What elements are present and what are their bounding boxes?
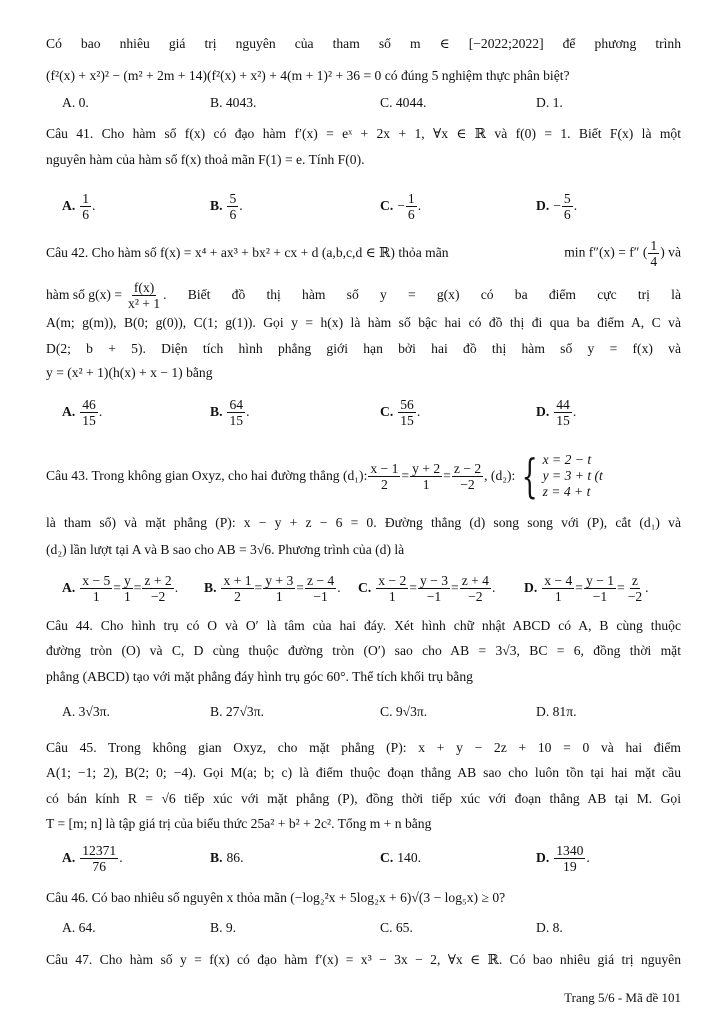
q44-text-line2: đường tròn (O) và C, D cùng thuộc đường tròn (O′) sao cho AB = 3√3, BC = 6, đồng thời mặt [46, 643, 681, 658]
fraction-denominator: 2 [380, 476, 388, 492]
fraction [368, 461, 400, 492]
fraction-numerator: y − 1 [585, 572, 615, 588]
fraction [452, 461, 483, 492]
system-line: x = 2 − t [542, 452, 592, 467]
left-brace-icon: { [521, 449, 538, 503]
fraction [554, 843, 585, 874]
q46-option-a[interactable]: A. 64. [62, 920, 96, 935]
fraction-denominator: 2 [234, 588, 241, 604]
option-label: D. [536, 850, 550, 865]
fraction-numerator: 1 [82, 190, 90, 206]
q44-text-line3: phẳng (ABCD) tạo với mặt phẳng đáy hình trụ góc 60°. Thể tích khối trụ bằng [46, 669, 473, 684]
q42-text-line4: D(2; b + 5). Diện tích hình phẳng giới hạn bởi hai đồ thị hàm số y = f(x) và [46, 341, 681, 356]
system-lines [543, 452, 603, 500]
fraction-numerator: 1 [650, 237, 658, 253]
q43-option-b[interactable]: B. $\frac{x + 1}{2}$ = $\frac{y + 3}{1}$ = $\frac{z - 4}{-1}$ . [204, 572, 341, 604]
q44-options [62, 692, 685, 732]
q44-option-c[interactable]: C. 9√3π. [380, 704, 428, 719]
fraction [418, 573, 450, 604]
q45-text-line1: Câu 45. Trong không gian Oxyz, cho mặt phẳng (P): x + y − 2z + 10 = 0 và hai điểm [46, 740, 681, 755]
fraction-numerator: x + 1 [223, 572, 252, 588]
option-value: 86. [226, 850, 244, 865]
fraction-numerator: 1 [407, 190, 415, 206]
q46-option-c[interactable]: C. 65. [380, 920, 413, 935]
q44-option-b[interactable]: B. 27√3π. [210, 704, 264, 719]
option-value: 140. [397, 850, 422, 865]
q41-option-d[interactable]: D. − $\frac{5}{6}$ . [536, 190, 578, 222]
system-line: y = 3 + t (t [542, 468, 603, 483]
q42-text-line2 [46, 275, 681, 315]
fraction [406, 191, 417, 222]
fraction-denominator: 6 [229, 206, 237, 222]
q45-option-a[interactable]: A. $\frac{12371}{76}$ . [62, 842, 123, 874]
fraction-numerator: x − 1 [370, 460, 399, 476]
q40-option-b[interactable]: B. 4043. [210, 95, 257, 110]
q43-text-line3: (d₂) lần lượt tại A và B sao cho AB = 3√6. Phương trình của (d) là [46, 542, 405, 557]
fraction-numerator: 12371 [82, 842, 117, 858]
option-label: B. [204, 580, 217, 595]
fraction-denominator: 1 [92, 588, 100, 604]
q42-line2-part-a: hàm số g(x) = [46, 287, 123, 302]
fraction [460, 573, 491, 604]
q46-options [62, 908, 685, 948]
q41-option-b[interactable]: B. $\frac{5}{6}$ . [210, 190, 243, 222]
q43-option-c[interactable]: C. $\frac{x - 2}{1}$ = $\frac{y - 3}{-1}$ = $\frac{z + 4}{-2}$ . [358, 572, 496, 604]
fraction-numerator: 56 [400, 396, 414, 412]
fraction-denominator: 1 [123, 588, 131, 604]
fraction-denominator: −2 [468, 588, 483, 604]
q44-text-line1: Câu 44. Cho hình trụ có O và O′ là tâm của hai đáy. Xét hình chữ nhật ABCD có A, B cùng thuộc [46, 618, 681, 633]
q43-parametric-system [515, 449, 603, 503]
fraction [142, 573, 173, 604]
fraction-denominator: 19 [563, 858, 577, 874]
fraction-denominator: x² + 1 [128, 295, 161, 311]
option-label: A. [62, 198, 76, 213]
q42-option-c[interactable]: C. $\frac{56}{15}$ . [380, 396, 421, 428]
q43-options [62, 568, 685, 608]
fraction [584, 573, 616, 604]
fraction-numerator: z − 2 [453, 460, 482, 476]
fraction [626, 573, 644, 604]
fraction-denominator: −2 [460, 476, 475, 492]
q45-text-line3: có bán kính R = √6 tiếp xúc với mặt phẳng (P), đồng thời tiếp xúc với đoạn thẳng AB tại M. Gọi [46, 791, 681, 806]
q42-option-b[interactable]: B. $\frac{64}{15}$ . [210, 396, 250, 428]
page-footer: Trang 5/6 - Mã đề 101 [564, 990, 681, 1005]
q45-option-b[interactable] [210, 838, 243, 878]
fraction-numerator: 1340 [556, 842, 584, 858]
fraction-denominator: −1 [426, 588, 442, 604]
fraction-numerator: x − 5 [82, 572, 111, 588]
fraction [227, 191, 238, 222]
q40-option-d[interactable]: D. 1. [536, 95, 563, 110]
fraction-denominator: 15 [229, 412, 244, 428]
q42-line1-part-a: Câu 42. Cho hàm số f(x) = x⁴ + ax³ + bx² + cx + d (a,b,c,d ∈ ℝ) thỏa mãn [46, 245, 449, 260]
q47-text-line1: Câu 47. Cho hàm số y = f(x) có đạo hàm f′(x) = x³ − 3x − 2, ∀x ∈ ℝ. Có bao nhiêu giá trị nguyên [46, 952, 681, 967]
q40-option-a[interactable]: A. 0. [62, 95, 89, 110]
fraction-numerator: z − 4 [306, 572, 335, 588]
q41-options [62, 186, 685, 226]
fraction [122, 573, 133, 604]
fraction [263, 573, 295, 604]
q43-text-line2: là tham số) và mặt phẳng (P): x − y + z − 6 = 0. Đường thẳng (d) song song với (P), cắt (d₁) và [46, 515, 681, 530]
fraction [410, 461, 442, 492]
q42-option-a[interactable]: A. $\frac{46}{15}$ . [62, 396, 103, 428]
q40-text-line1: Có bao nhiêu giá trị nguyên của tham số m ∈ [−2022;2022] để phương trình [46, 36, 681, 51]
fraction-numerator: 5 [229, 190, 237, 206]
fraction [305, 573, 336, 604]
q42-line1-min: min f″(x) = f″ ( $\frac{1}{4}$ ) và [564, 237, 681, 269]
fraction-numerator: z + 2 [144, 572, 172, 588]
fraction-denominator: 15 [82, 412, 96, 428]
fraction-denominator: 4 [650, 253, 658, 269]
fraction-numerator: y + 2 [412, 460, 441, 476]
q40-options [62, 83, 685, 123]
fraction-numerator: 5 [563, 190, 571, 206]
q43-line1-part-a: Câu 43. Trong không gian Oxyz, cho hai đường thẳng (d₁): [46, 468, 368, 483]
q42-text-line5: y = (x² + 1)(h(x) + x − 1) bằng [46, 365, 213, 380]
minus-sign: − [397, 198, 405, 213]
fraction-denominator: 15 [400, 412, 414, 428]
q45-options [62, 838, 685, 878]
fraction-denominator: 1 [275, 588, 283, 604]
option-label: D. [536, 198, 550, 213]
option-label: B. [210, 198, 223, 213]
fraction [80, 573, 112, 604]
fraction [398, 397, 416, 428]
q44-option-a[interactable]: A. 3√3π. [62, 704, 110, 719]
q43-line1-part-b: , (d₂): [484, 468, 516, 483]
q41-option-c[interactable]: C. − $\frac{1}{6}$ . [380, 190, 422, 222]
q46-option-b[interactable]: B. 9. [210, 920, 237, 935]
option-label: C. [380, 404, 394, 419]
fraction [80, 843, 118, 874]
fraction-denominator: 6 [82, 206, 90, 222]
q45-text-line4: T = [m; n] là tập giá trị của biểu thức 25a² + b² + 2c². Tổng m + n bằng [46, 816, 432, 831]
fraction-denominator: 6 [407, 206, 415, 222]
option-label: D. [524, 580, 538, 595]
option-label: B. [210, 850, 223, 865]
q42-options [62, 392, 685, 432]
option-label: A. [62, 580, 76, 595]
fraction [648, 238, 659, 269]
fraction [221, 573, 253, 604]
q42-text-line3: A(m; g(m)), B(0; g(0)), C(1; g(1)). Gọi y = h(x) là hàm số bậc hai có đồ thị đi qua ba điểm A, C và [46, 315, 681, 330]
fraction-denominator: −2 [150, 588, 166, 604]
fraction-denominator: 15 [556, 412, 570, 428]
option-label: B. [210, 404, 223, 419]
fraction-denominator: 76 [92, 858, 106, 874]
option-label: C. [380, 198, 394, 213]
q42-line1-part-b: min f″(x) = f″ [564, 244, 640, 260]
fraction-denominator: 1 [388, 588, 396, 604]
fraction-denominator: −1 [313, 588, 328, 604]
fraction-numerator: f(x) [133, 279, 155, 295]
q45-text-line2: A(1; −1; 2), B(2; 0; −4). Gọi M(a; b; c) là điểm thuộc đoạn thẳng AB sao cho luôn tồn tại hai mặt cầu [46, 765, 681, 780]
option-label: A. [62, 404, 76, 419]
q41-text-line2: nguyên hàm của hàm số f(x) thoả mãn F(1) = e. Tính F(0). [46, 152, 365, 167]
q43-option-d[interactable]: D. $\frac{x - 4}{1}$ = $\frac{y - 1}{-1}$ = $\frac{z}{-2}$ . [524, 572, 649, 604]
minus-sign: − [553, 198, 561, 213]
fraction-denominator: 1 [422, 476, 430, 492]
fraction [562, 191, 573, 222]
q46-text-line1: Câu 46. Có bao nhiêu số nguyên x thỏa mãn (−log₂²x + 5log₂x + 6)√(3 − log₅x) ≥ 0? [46, 890, 506, 905]
option-label: C. [358, 580, 372, 595]
fraction-numerator: 44 [556, 396, 570, 412]
option-label: A. [62, 850, 76, 865]
fraction [227, 397, 245, 428]
fraction-denominator: 6 [563, 206, 571, 222]
fraction [542, 573, 574, 604]
fraction [376, 573, 408, 604]
q43-text-line1: Câu 43. Trong không gian Oxyz, cho hai đường thẳng (d₁): $\frac{x - 1}{2}$ = $\frac{y + 2}{1}$ = $\frac{z - 2}{-2}$ , (d₂): { x = 2 − t y = 3 + t (t z = 4 + t [46, 449, 603, 503]
fraction-numerator: z [631, 572, 638, 588]
fraction-denominator: 1 [554, 588, 562, 604]
fraction-numerator: 64 [229, 396, 244, 412]
q40-equation-line: (f²(x) + x²)² − (m² + 2m + 14)(f²(x) + x²) + 4(m + 1)² + 36 = 0 có đúng 5 nghiệm thực phân biệt? [46, 68, 570, 83]
fraction-denominator: −1 [592, 588, 608, 604]
q43-option-a[interactable]: A. $\frac{x - 5}{1}$ = $\frac{y}{1}$ = $\frac{z + 2}{-2}$ . [62, 572, 179, 604]
q44-option-d[interactable]: D. 81π. [536, 704, 577, 719]
q45-option-c[interactable] [380, 838, 421, 878]
q45-option-d[interactable]: D. $\frac{1340}{19}$ . [536, 842, 590, 874]
q42-option-d[interactable]: D. $\frac{44}{15}$ . [536, 396, 577, 428]
q46-option-d[interactable]: D. 8. [536, 920, 563, 935]
q40-option-c[interactable]: C. 4044. [380, 95, 427, 110]
fraction [126, 280, 162, 311]
fraction [80, 191, 91, 222]
option-label: D. [536, 404, 550, 419]
fraction-numerator: z + 4 [461, 572, 489, 588]
system-line: z = 4 + t [542, 484, 591, 499]
option-label: C. [380, 850, 394, 865]
q41-text-line1: Câu 41. Cho hàm số f(x) có đạo hàm f′(x) = eˣ + 2x + 1, ∀x ∈ ℝ và f(0) = 1. Biết F(x) là một [46, 126, 681, 141]
fraction-numerator: x − 4 [544, 572, 573, 588]
fraction [80, 397, 98, 428]
fraction-numerator: x − 2 [378, 572, 407, 588]
fraction-numerator: 46 [82, 396, 96, 412]
q41-option-a[interactable]: A. $\frac{1}{6}$ . [62, 190, 96, 222]
q42-line2-part-b: . Biết đồ thị hàm số y = g(x) có ba điểm cực trị là [163, 287, 681, 302]
fraction-numerator: y − 3 [419, 572, 449, 588]
fraction-denominator: −2 [627, 588, 643, 604]
q42-line1-part-c: và [668, 244, 681, 260]
fraction [554, 397, 572, 428]
fraction-numerator: y [123, 572, 131, 588]
q42-text-line1 [46, 233, 681, 273]
fraction-numerator: y + 3 [265, 572, 294, 588]
